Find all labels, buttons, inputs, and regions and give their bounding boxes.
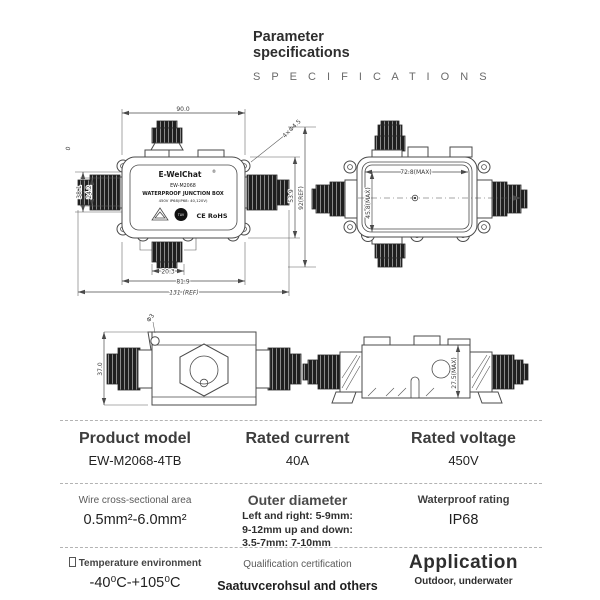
spec-label: Qualification certification	[243, 559, 352, 570]
left-gland-cap	[107, 354, 119, 384]
table-row	[60, 483, 542, 550]
side-view-a	[97, 312, 301, 405]
right-foot	[478, 392, 502, 403]
left-gland-nut	[330, 182, 346, 216]
dim-height: 27.5(MAX)	[451, 357, 458, 389]
right-gland-nut	[268, 348, 290, 390]
brand-text: E-WelChat	[158, 170, 202, 179]
registered-mark: ®	[212, 169, 216, 174]
top-boss	[408, 147, 428, 157]
spec-temperature	[60, 548, 210, 600]
bottom-gland-cap	[378, 258, 402, 267]
dim-screw-holes: 4×Φ4.5	[281, 118, 303, 140]
page-title-line1: Parameter	[253, 29, 324, 45]
top-gland-nut	[152, 128, 182, 143]
right-gland-nut	[490, 355, 514, 389]
bottom-gland-nut	[152, 242, 182, 262]
bottom-gland-nut	[375, 244, 405, 258]
dim-overall-width: 131 (REF)	[169, 289, 199, 297]
page-subtitle: S P E C I F I C A T I O N S	[253, 70, 491, 83]
right-gland-collar	[256, 350, 270, 388]
tuv-icon	[175, 208, 188, 221]
spec-label: Wire cross-sectional area	[78, 495, 192, 506]
ce-rohs-text: CE RoHS	[196, 212, 228, 220]
spec-value: 0.5mm²-6.0mm²	[83, 512, 187, 528]
back-view	[288, 121, 527, 267]
dim-hole-dia: Φ3	[145, 312, 157, 324]
dim-overall-height: 92(REF)	[298, 186, 305, 210]
left-gland-nut	[318, 355, 342, 389]
spec-label	[60, 557, 210, 569]
spec-certification	[210, 548, 385, 600]
spec-value: Outdoor, underwater	[414, 576, 513, 587]
left-gland-nut	[90, 175, 120, 210]
right-gland-collar	[477, 180, 492, 218]
top-boss	[198, 150, 224, 157]
tuv-text: TUV	[177, 213, 185, 217]
table-row	[60, 420, 542, 483]
left-gland-cap	[316, 185, 331, 213]
dim-inner-width: 72.8(MAX)	[400, 169, 432, 176]
dim-gland-inner: 24.2	[86, 185, 93, 199]
left-gland-collar	[345, 180, 357, 218]
right-gland-cap	[289, 354, 301, 384]
center-dot	[414, 197, 416, 199]
spec-label: Waterproof rating	[417, 494, 510, 506]
rating-text: 450V IP68(IP68: 40,120V)	[158, 198, 208, 203]
dim-inner-height: 45.8(MAX)	[365, 187, 372, 219]
bottom-boss	[372, 237, 402, 244]
spec-label: Product model	[78, 430, 191, 447]
spec-waterproof-rating	[385, 484, 542, 551]
spec-label: Rated current	[245, 430, 350, 447]
right-gland-nut	[490, 182, 507, 216]
dim-height: 53.9	[288, 189, 295, 203]
top-boss	[372, 150, 402, 157]
page-header	[253, 30, 491, 83]
dim-gland-outer: 38.1	[76, 185, 83, 199]
dim-gland-width: 20.3	[161, 268, 175, 276]
tab-hole	[151, 337, 159, 345]
front-view	[65, 106, 303, 297]
spec-wire-area	[60, 484, 210, 551]
spec-value: 40A	[285, 453, 310, 468]
spec-value: EW-M2068-4TB	[88, 453, 182, 468]
outer-diameter-line2: 9-12mm up and down:	[242, 523, 353, 536]
technical-drawings	[0, 95, 600, 420]
spec-rated-voltage	[385, 421, 542, 483]
spec-application	[385, 548, 542, 600]
bottom-gland-cap	[157, 262, 177, 268]
temperature-label-text: Temperature environment	[78, 558, 202, 569]
spec-value: -40⁰C-+105⁰C	[89, 575, 181, 591]
product-text: WATERPROOF JUNCTION BOX	[142, 191, 224, 197]
dim-top-width: 90.0	[176, 106, 190, 113]
dim-body-width: 81.9	[176, 278, 190, 286]
temperature-icon	[69, 557, 76, 567]
top-gland-collar	[151, 143, 183, 150]
model-text: EW-M2068	[170, 184, 196, 189]
right-gland-nut	[247, 175, 277, 210]
outer-diameter-line3: 3.5-7mm: 7-10mm	[242, 537, 331, 550]
left-foot	[332, 392, 356, 403]
spec-label: Application	[409, 552, 518, 573]
page-title-line2: specifications	[253, 44, 350, 61]
spec-table	[60, 420, 542, 600]
spec-label: Outer diameter	[247, 492, 348, 508]
side-view-b	[303, 336, 528, 403]
top-gland-cap	[157, 121, 177, 128]
spec-value: 450V	[448, 453, 479, 468]
spec-value: IP68	[448, 512, 479, 528]
spec-outer-diameter	[210, 484, 385, 551]
top-boss	[448, 339, 470, 345]
dim-height: 37.0	[97, 362, 104, 376]
left-gland-cap	[308, 360, 319, 384]
spec-value: Saatuvcerohsul and others	[217, 579, 378, 593]
right-gland-tip	[521, 190, 527, 208]
left-gland-collar	[138, 350, 152, 388]
top-boss	[145, 150, 169, 157]
spec-rated-current	[210, 421, 385, 483]
left-gland-nut	[118, 348, 140, 390]
outer-diameter-line1: Left and right: 5-9mm:	[242, 510, 353, 522]
top-gland-nut	[375, 136, 405, 151]
top-boss	[364, 337, 390, 345]
spec-label: Rated voltage	[411, 430, 516, 447]
top-boss	[450, 147, 472, 157]
spec-value	[242, 510, 353, 551]
top-boss	[414, 336, 440, 345]
table-row	[60, 547, 542, 600]
dim-stray-zero: 0	[64, 145, 73, 152]
spec-product-model	[60, 421, 210, 483]
top-gland-cap	[378, 125, 402, 137]
